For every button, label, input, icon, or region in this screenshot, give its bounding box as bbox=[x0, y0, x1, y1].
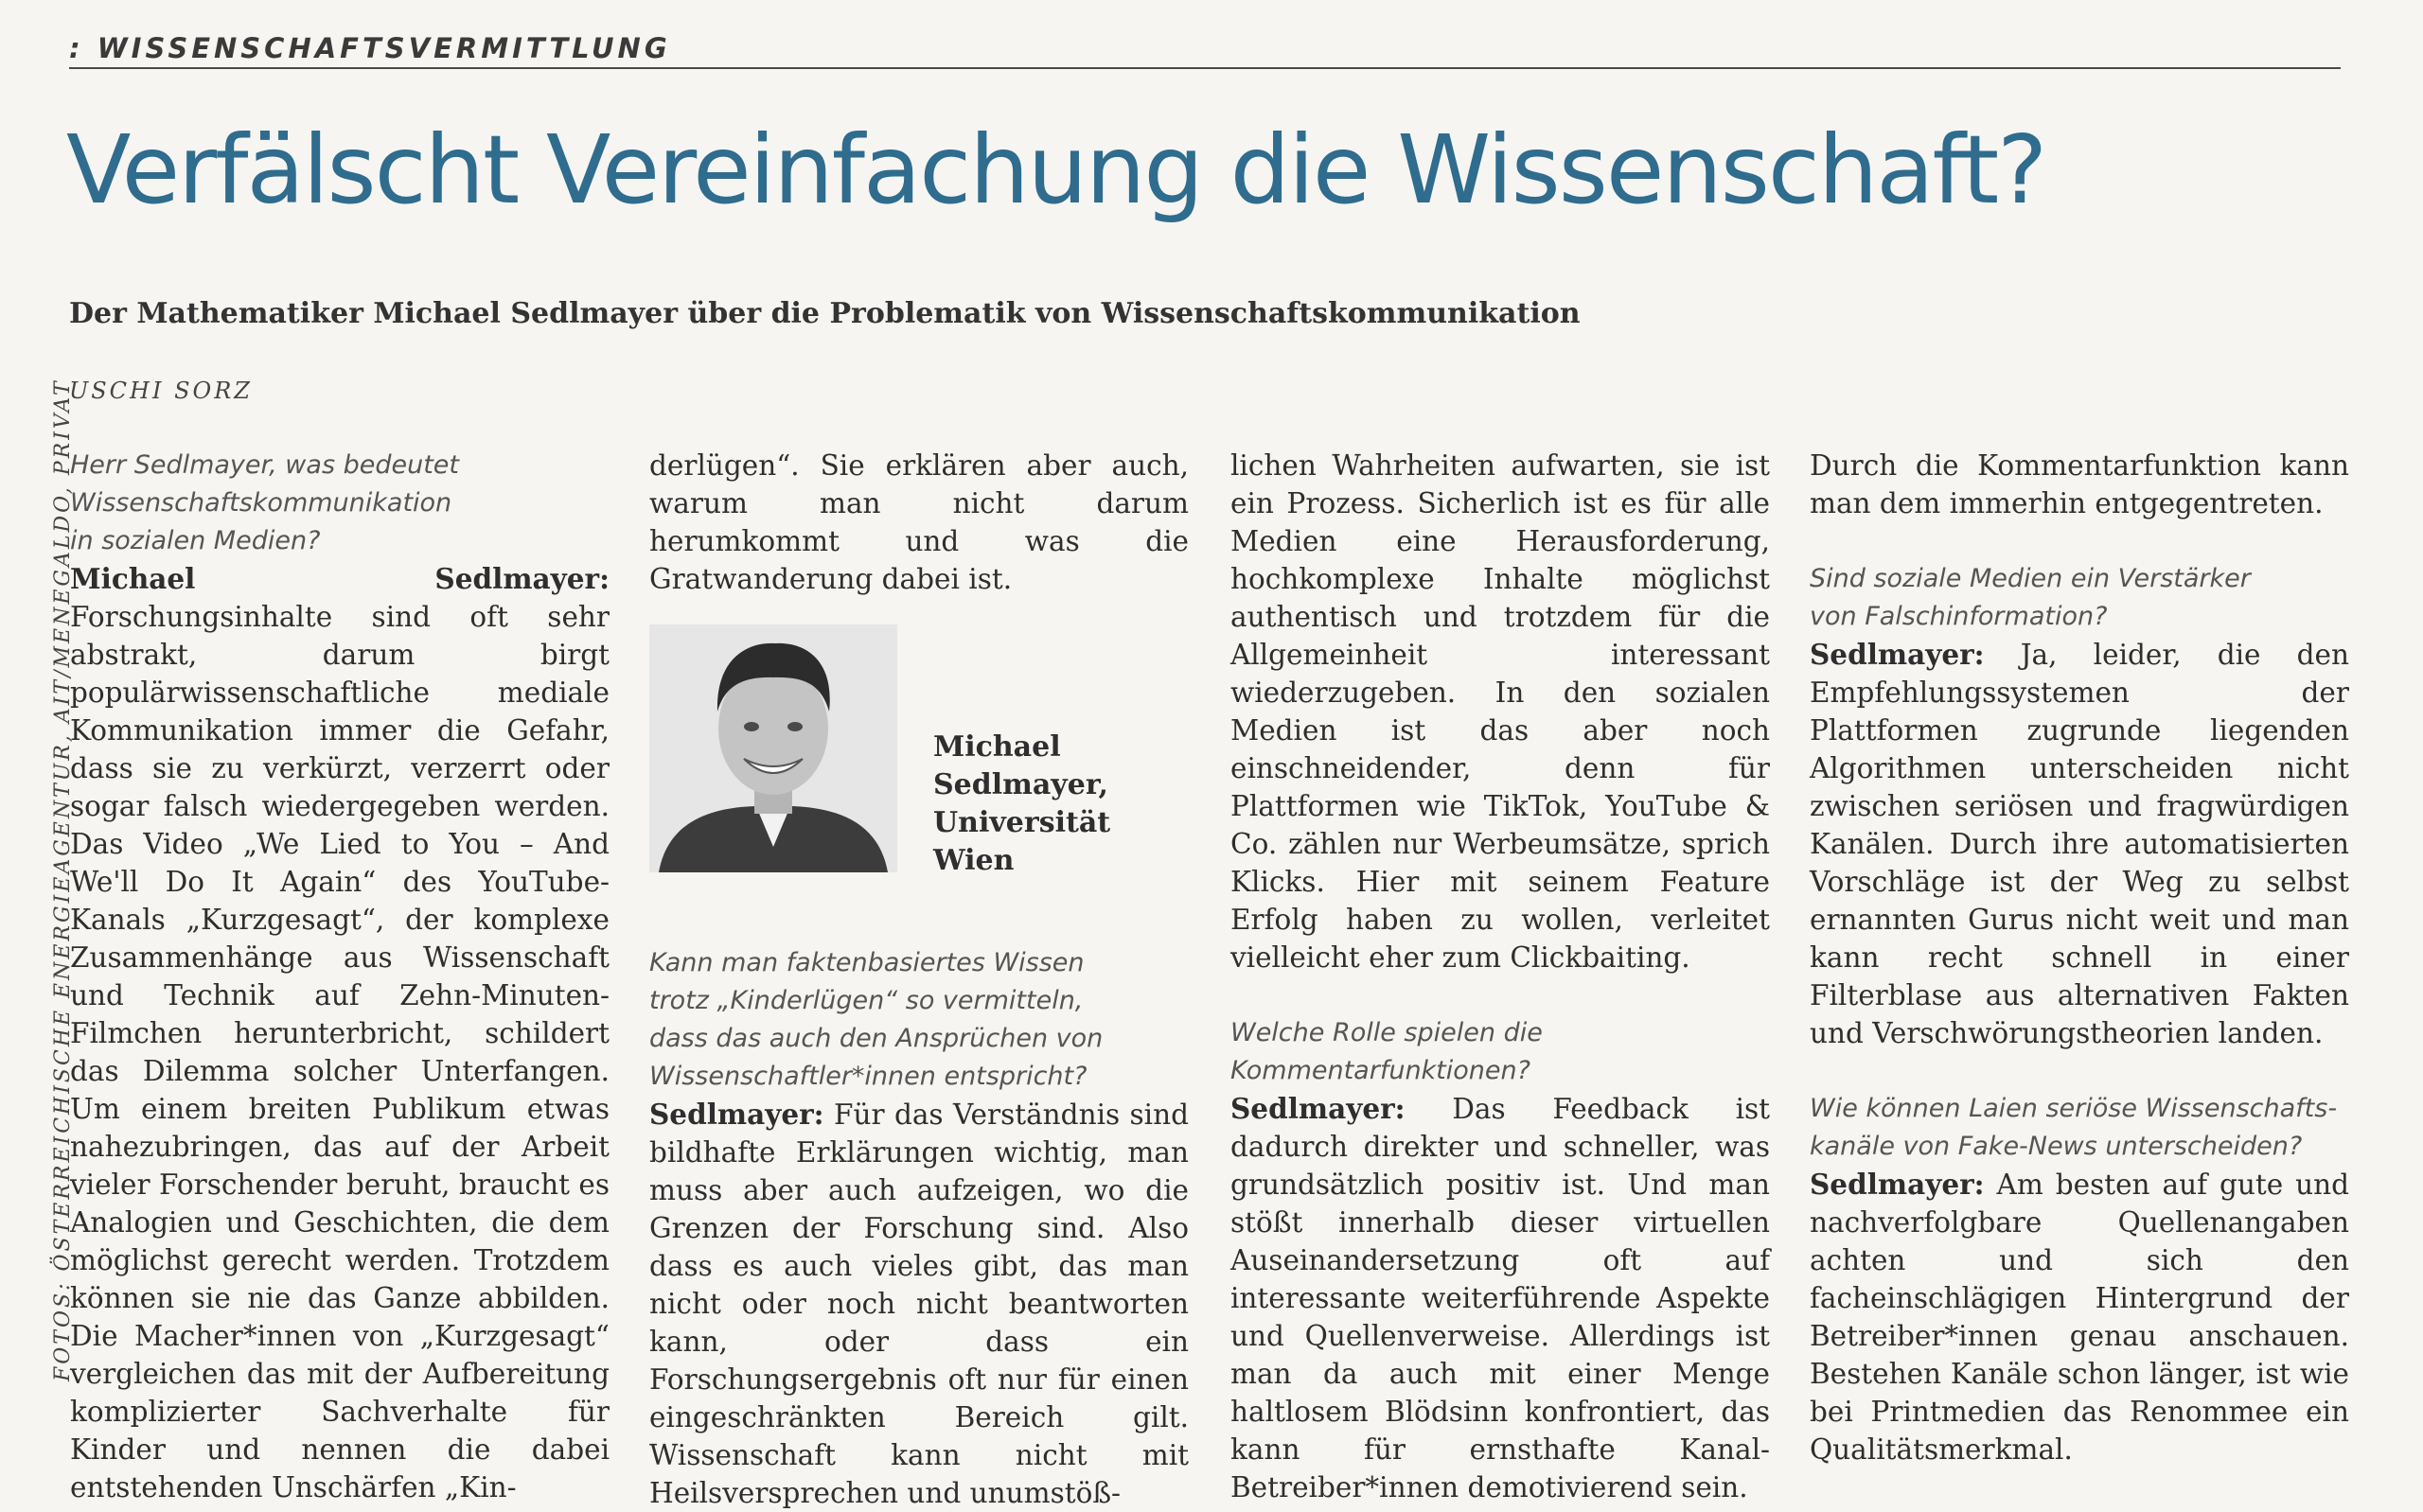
speaker-label: Sedlmayer: bbox=[1230, 1092, 1406, 1125]
question-5: Wie können Laien seriöse Wissenschafts- kanäle von Fake-News unterscheiden? bbox=[1810, 1094, 2338, 1161]
column-1 bbox=[70, 447, 610, 1506]
question-4: Sind soziale Medien ein Verstärker von Falschinformation? bbox=[1810, 564, 2251, 631]
speaker-label: Michael Sedlmayer: bbox=[70, 562, 610, 595]
portrait-photo bbox=[649, 624, 897, 872]
paragraph-gap bbox=[1810, 1052, 2349, 1090]
subhead: Der Mathematiker Michael Sedlmayer über die Problematik von Wissenschaftskommunikation bbox=[69, 297, 1581, 330]
continued-text: derlügen“. Sie erklären aber auch, warum man nicht darum herumkommt und was die Gratwanderung dabei ist. bbox=[649, 449, 1189, 595]
continued-text: Durch die Kommentarfunktion kann man dem immerhin entgegentreten. bbox=[1810, 449, 2349, 519]
column-2 bbox=[649, 447, 1189, 1512]
column-3 bbox=[1230, 447, 1770, 1506]
byline: USCHI SORZ bbox=[69, 378, 253, 404]
photo-credit: FOTOS: ÖSTERREICHISCHE ENERGIEAGENTUR, AIT/MENEGALDO, PRIVAT bbox=[51, 378, 75, 1381]
answer-4: Sedlmayer: Ja, leider, die den Empfehlungssystemen der Plattformen zugrunde liegenden Algorithmen unterscheiden nicht zwischen seriösen und fragwürdigen Kanälen. Durch ihre automatisierten Vorschläge ist der Weg zu selbst ernannten Gurus nicht weit und man kann recht schnell in einer Filterblase aus alternativen Fakten und Verschwörungstheorien landen. bbox=[1810, 638, 2350, 1049]
question-2: Kann man faktenbasiertes Wissen trotz „Kinderlügen“ so vermitteln, dass das auch den Ansprüchen von Wissenschaftler*innen entspricht? bbox=[649, 948, 1104, 1091]
portrait-figure bbox=[649, 624, 1189, 918]
answer-2: Sedlmayer: Für das Verständnis sind bildhafte Erklärungen wichtig, man muss aber auch aufzeigen, wo die Grenzen der Forschung sind. Also dass es auch vieles gibt, das man nicht oder noch nicht beantworten kann, oder dass ein Forschungsergebnis oft nur für einen eingeschränkten Bereich gilt. Wissenschaft kann nicht mit Heilsversprechen und unumstöß- bbox=[649, 1098, 1189, 1509]
speaker-label: Sedlmayer: bbox=[649, 1098, 824, 1131]
paragraph-gap bbox=[1810, 522, 2349, 560]
answer-5: Sedlmayer: Am besten auf gute und nachverfolgbare Quellenangaben achten und sich den facheinschlägigen Hintergrund der Betreiber*innen genau anschauen. Bestehen Kanäle schon länger, ist wie bei Printmedien das Renommee ein Qualitätsmerkmal. bbox=[1810, 1168, 2349, 1466]
headline: Verfälscht Vereinfachung die Wissenschaft? bbox=[66, 114, 2046, 225]
answer-1: Michael Sedlmayer: Forschungsinhalte sind oft sehr abstrakt, darum birgt populärwissenschaftliche mediale Kommunikation immer die Gefahr, dass sie zu verkürzt, verzerrt oder sogar falsch wiedergegeben werden. Das Video „We Lied to You – And We'll Do It Again“ des YouTube-Kanals „Kurzgesagt“, der komplexe Zusammenhänge aus Wissenschaft und Technik auf Zehn-Minuten-Filmchen herunterbricht, schildert das Dilemma solcher Unterfangen. Um einem breiten Publikum etwas nahezubringen, das auf der Arbeit vieler Forschender beruht, braucht es Analogien und Geschichten, die dem möglichst gerecht werden. Trotzdem können sie nie das Ganze abbilden. Die Macher*innen von „Kurzgesagt“ vergleichen das mit der Aufbereitung komplizierter Sachverhalte für Kinder und nennen die dabei entstehenden Unschärfen „Kin- bbox=[70, 562, 610, 1503]
answer-3: Sedlmayer: Das Feedback ist dadurch direkter und schneller, was grundsätzlich positiv ist. Und man stößt innerhalb dieser virtuellen Auseinandersetzung oft auf interessante weiterführende Aspekte und Quellenverweise. Allerdings ist man da auch mit einer Menge haltlosem Blödsinn konfrontiert, das kann für ernsthafte Kanal- Betreiber*innen demotivierend sein. bbox=[1230, 1092, 1771, 1503]
question-1: Herr Sedlmayer, was bedeutet Wissenschaftskommunikation in sozialen Medien? bbox=[70, 450, 459, 555]
column-4 bbox=[1810, 447, 2349, 1468]
speaker-label: Sedlmayer: bbox=[1810, 1168, 1985, 1201]
question-3: Welche Rolle spielen die Kommentarfunktionen? bbox=[1230, 1018, 1543, 1085]
paragraph-gap bbox=[1230, 976, 1770, 1014]
portrait-image bbox=[649, 624, 897, 872]
speaker-label: Sedlmayer: bbox=[1810, 638, 1985, 671]
section-label: : WISSENSCHAFTSVERMITTLUNG bbox=[69, 32, 671, 64]
continued-text: lichen Wahrheiten aufwarten, sie ist ein Prozess. Sicherlich ist es für alle Medien eine Herausforderung, hochkomplexe Inhalte möglichst authentisch und trotzdem für die Allgemeinheit interessant wiederzugeben. In den sozialen Medien ist das aber noch einschneidender, denn für Plattformen wie TikTok, YouTube & Co. zählen nur Werbeumsätze, sprich Klicks. Hier mit seinem Feature Erfolg haben zu wollen, verleitet vielleicht eher zum Clickbaiting. bbox=[1230, 449, 1771, 974]
top-rule bbox=[69, 67, 2341, 69]
photo-caption: Michael Sedlmayer, Universität Wien bbox=[933, 730, 1111, 877]
